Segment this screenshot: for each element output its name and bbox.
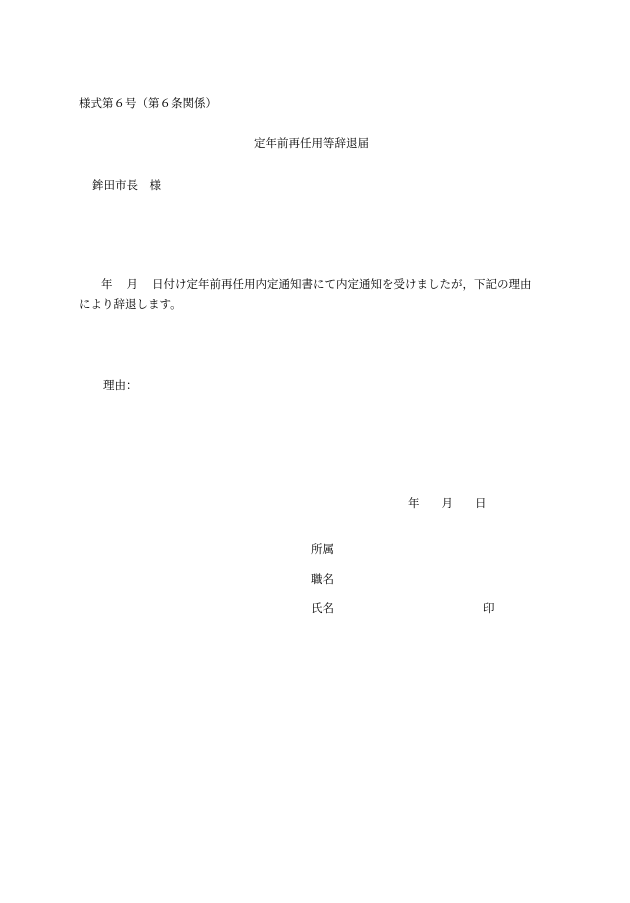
body-month-label: 月 bbox=[126, 277, 138, 291]
date-line bbox=[408, 498, 487, 510]
date-year-label: 年 bbox=[408, 496, 420, 510]
form-number: 様式第６号（第６条関係） bbox=[79, 96, 217, 110]
name-label: 氏名 bbox=[311, 601, 334, 615]
body-year-label: 年 bbox=[101, 277, 113, 291]
date-day-label: 日 bbox=[475, 496, 487, 510]
body-text: 日付け定年前再任用内定通知書にて内定通知を受けましたが，下記の理由 bbox=[152, 277, 532, 291]
document-title: 定年前再任用等辞退届 bbox=[254, 136, 369, 150]
body-text-line-2: により辞退します。 bbox=[79, 297, 182, 311]
body-text-line-1 bbox=[79, 279, 532, 291]
seal-label: 印 bbox=[483, 601, 495, 615]
addressee: 鉾田市長 様 bbox=[92, 178, 161, 192]
affiliation-label: 所属 bbox=[311, 542, 334, 556]
reason-label: 理由： bbox=[103, 378, 138, 392]
date-month-label: 月 bbox=[441, 496, 453, 510]
job-title-label: 職名 bbox=[311, 572, 334, 586]
